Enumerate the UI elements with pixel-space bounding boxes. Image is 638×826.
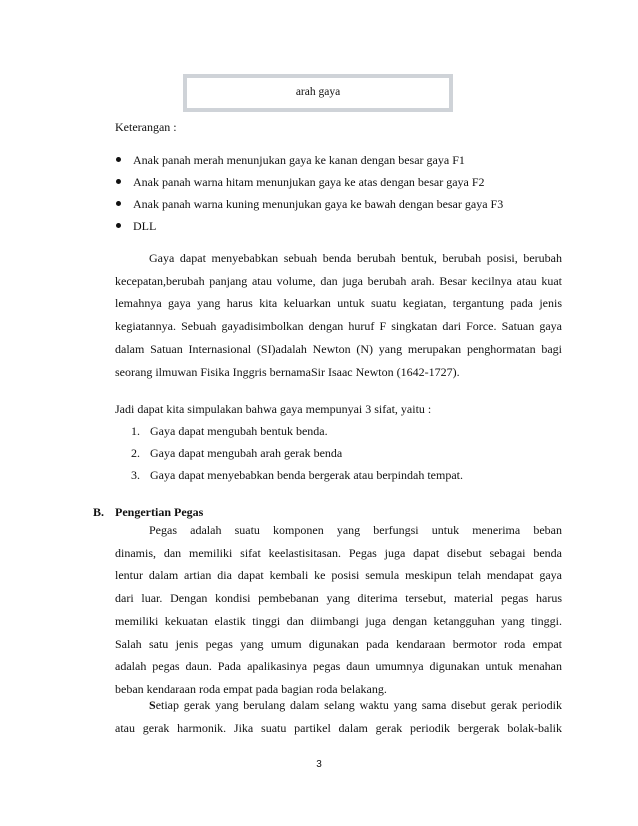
list-item: Anak panah warna kuning menunjukan gaya ke bawah dengan besar gaya F3	[113, 196, 503, 218]
drop-letter: S	[149, 698, 156, 712]
text-line: seorang ilmuwan Fisika Inggris bernamaSir Isaac Newton (1642-1727).	[115, 364, 460, 379]
section-letter: B.	[93, 505, 105, 519]
list-item: Anak panah merah menunjukan gaya ke kanan dengan besar gaya F1	[113, 152, 503, 174]
figure-caption-box	[183, 74, 453, 112]
text-line: lemahnya gaya yang harus kita keluarkan untuk suatu kegiatan, tergantung pada jenis	[115, 296, 562, 311]
text-line: beban kendaraan roda empat pada bagian roda belakang.	[115, 681, 387, 696]
list-item: DLL	[113, 218, 503, 240]
paragraph-gaya	[115, 247, 562, 383]
sifat-gaya-list	[131, 422, 463, 488]
text-line: kecepatan,berubah panjang atau volume, dan juga berubah arah. Besar kecilnya atau kuat	[115, 273, 562, 288]
keterangan-list	[113, 152, 503, 240]
text-line: dinamis, dan memiliki sifat keelastisitasan. Pegas juga dapat disebut sebagai benda	[115, 545, 562, 560]
paragraph-pegas	[115, 519, 562, 701]
bullet-icon	[116, 223, 121, 228]
text-line: adalah pegas daun. Pada apalikasinya pegas daun umumnya digunakan untuk menahan	[115, 659, 562, 674]
section-title: Pengertian Pegas	[115, 505, 204, 519]
text-line: dalam Satuan Internasional (SI)adalah Newton (N) yang merupakan penghormatan bagi	[115, 341, 562, 356]
text-line: dari luar. Dengan kondisi pembebanan yang diterima tersebut, material pegas harus	[115, 591, 562, 606]
bullet-icon	[116, 157, 121, 162]
text-line: Setiap gerak yang berulang dalam selang waktu yang sama disebut gerak periodik	[149, 698, 562, 712]
list-item: Anak panah warna hitam menunjukan gaya ke atas dengan besar gaya F2	[113, 174, 503, 196]
text-line: Gaya dapat menyebabkan sebuah benda berubah bentuk, berubah posisi, berubah	[149, 251, 562, 265]
list-item: 2. Gaya dapat mengubah arah gerak benda	[131, 446, 343, 460]
summary-intro: Jadi dapat kita simpulakan bahwa gaya mempunyai 3 sifat, yaitu :	[115, 402, 432, 416]
text-line: memiliki kekuatan elastik tinggi dan diimbangi juga dengan ketangguhan yang tinggi.	[115, 613, 562, 628]
bullet-icon	[116, 179, 121, 184]
list-item: 3. Gaya dapat menyebabkan benda bergerak atau berpindah tempat.	[131, 468, 463, 482]
bullet-icon	[116, 201, 121, 206]
text-line: Salah satu jenis pegas yang umum digunakan pada kendaraan bermotor roda empat	[115, 636, 562, 651]
section-heading	[93, 505, 203, 520]
list-item: 1. Gaya dapat mengubah bentuk benda.	[131, 424, 328, 438]
keterangan-heading: Keterangan :	[115, 120, 177, 134]
text-line: lentur dalam artian dia dapat kembali ke posisi semula meskipun telah mendapat gaya	[115, 568, 562, 583]
page-number: 3	[316, 759, 322, 770]
text-line: kegiatannya. Sebuah gayadisimbolkan dengan huruf F singkatan dari Force. Satuan gaya	[115, 319, 562, 334]
text-line: atau gerak harmonik. Jika suatu partikel dalam gerak periodik bergerak bolak-balik	[115, 720, 562, 735]
text-line: Pegas adalah suatu komponen yang berfungsi untuk menerima beban	[149, 523, 562, 537]
paragraph-gerak-periodik	[115, 694, 562, 739]
figure-caption: arah gaya	[295, 86, 341, 98]
